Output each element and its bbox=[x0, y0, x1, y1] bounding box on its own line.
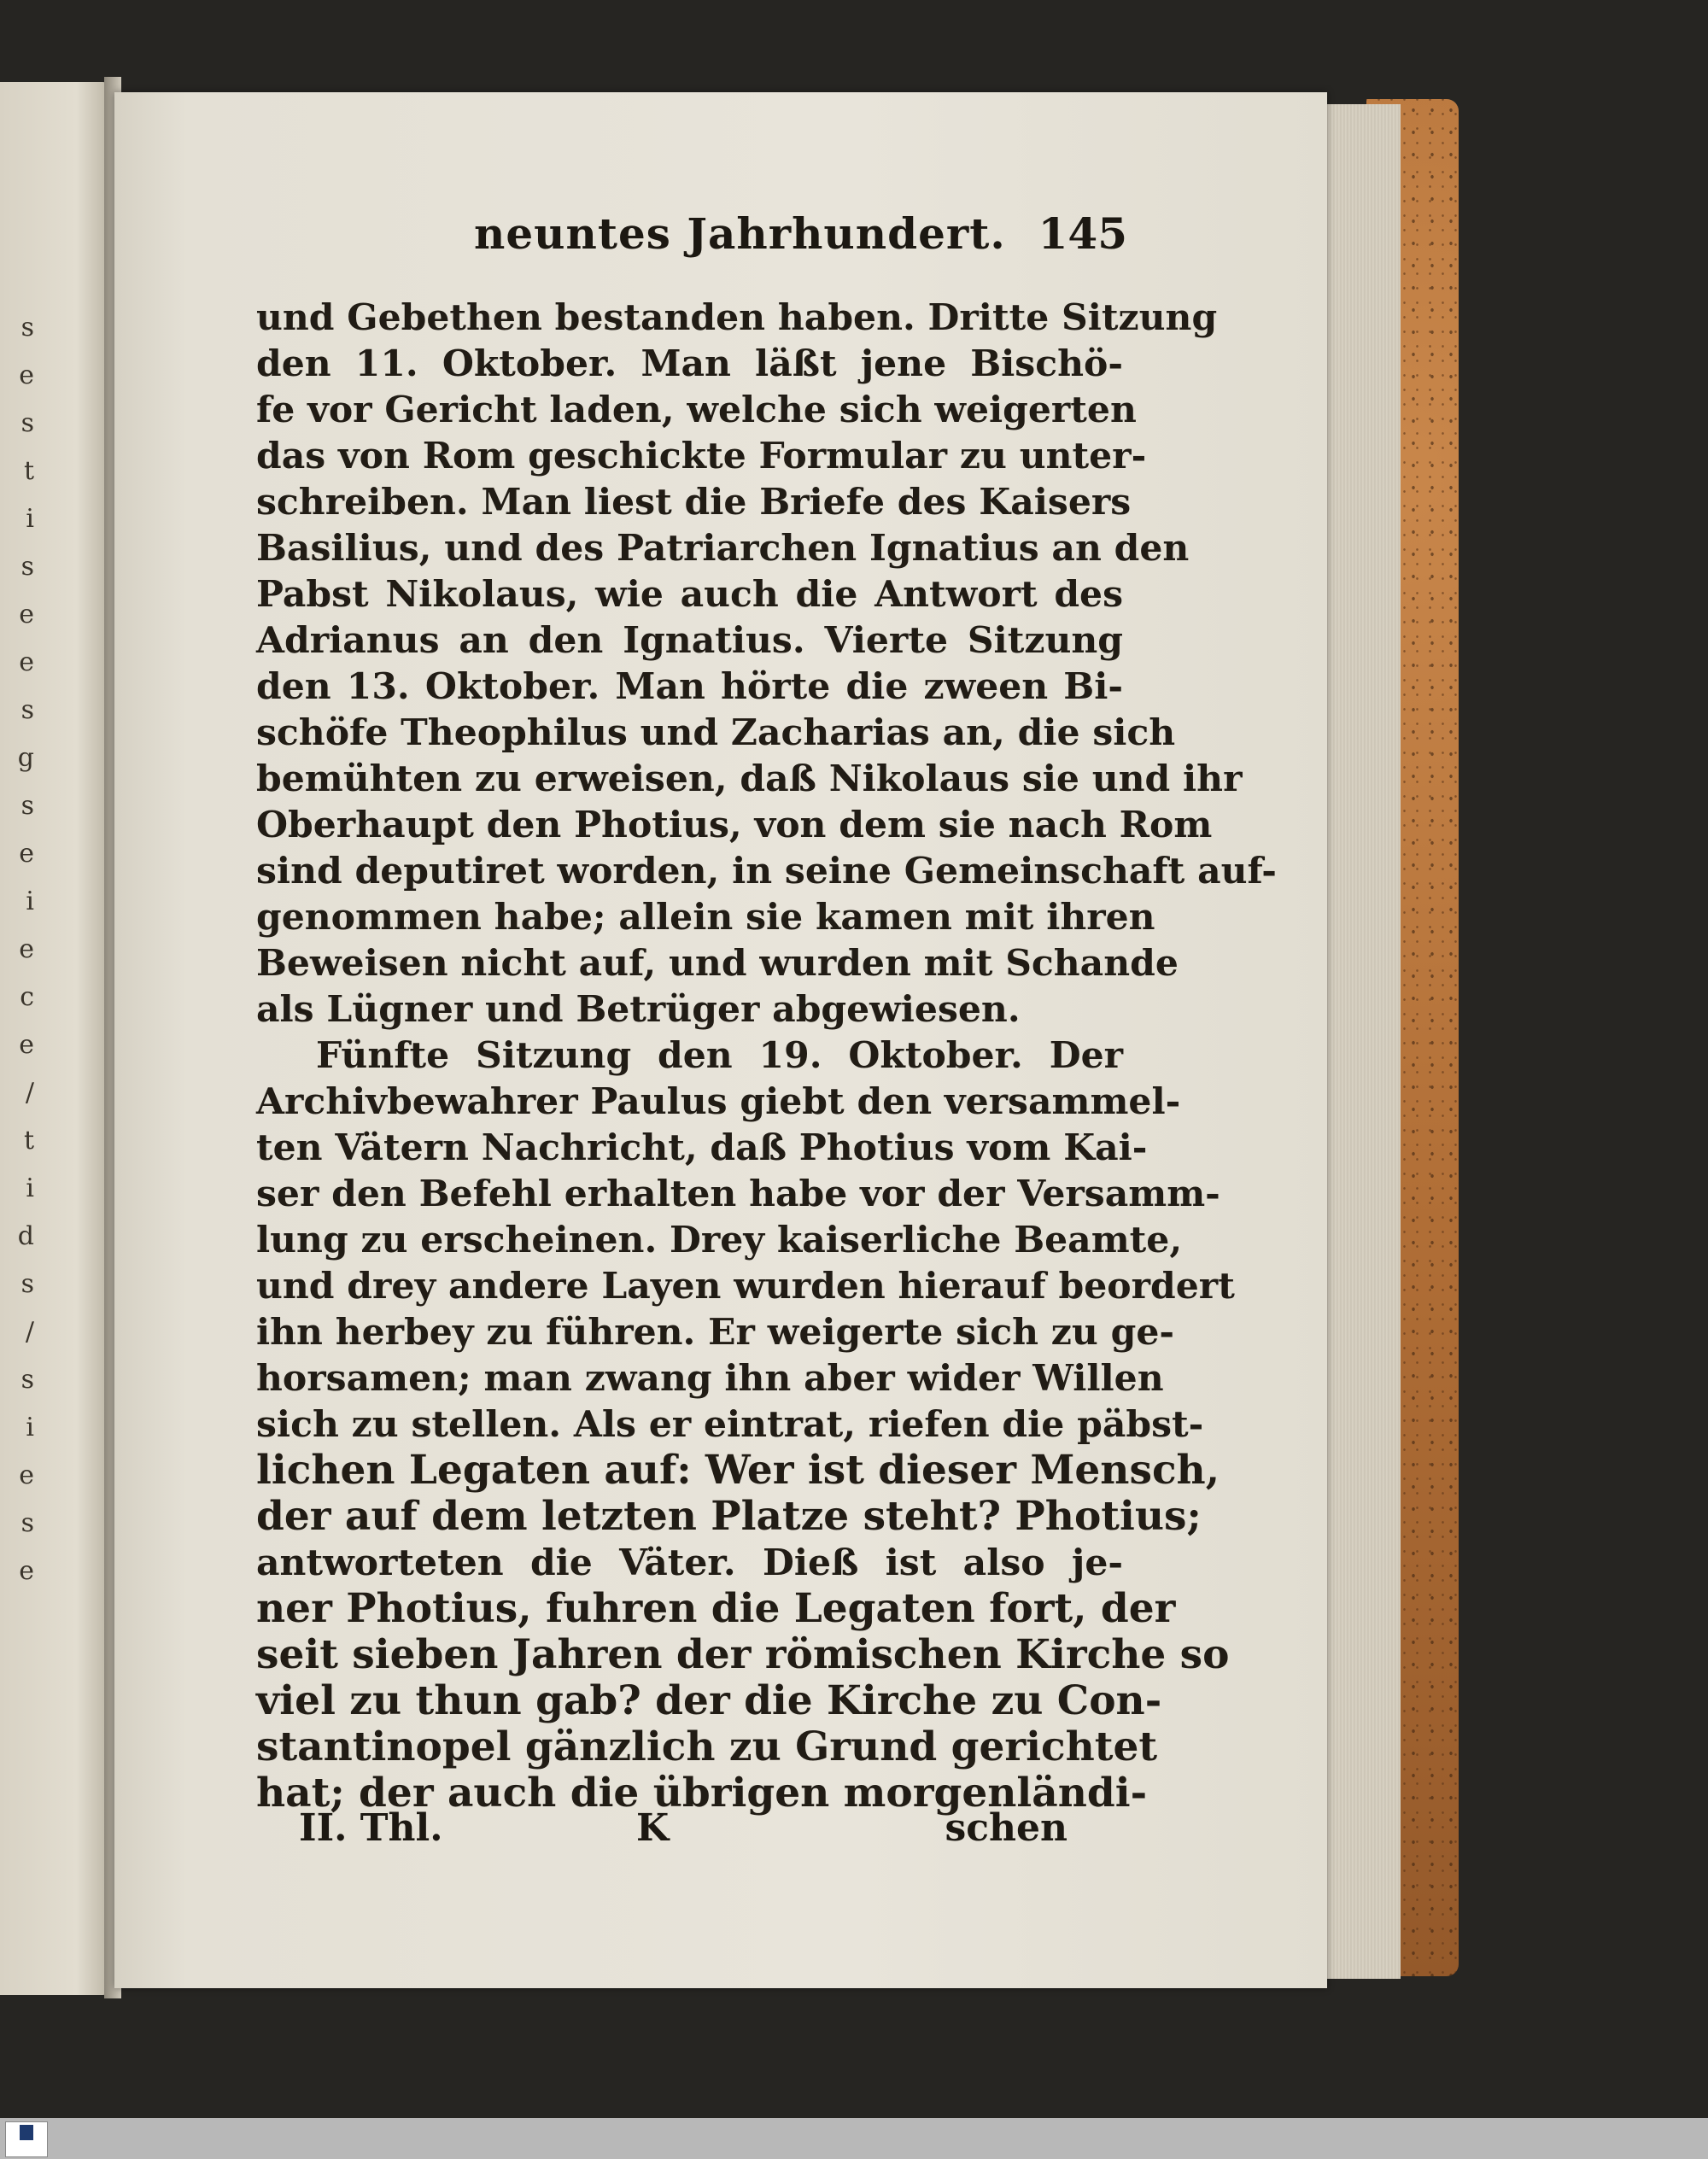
text-line: hat; der auch die übrigen morgenländi- bbox=[256, 1770, 1148, 1817]
running-title: neuntes Jahrhundert. bbox=[474, 208, 1006, 259]
text-line: genommen habe; allein sie kamen mit ihren bbox=[256, 896, 1155, 939]
body-text bbox=[256, 295, 1277, 1817]
text-line: ner Photius, fuhren die Legaten fort, der bbox=[256, 1585, 1176, 1632]
text-line: antworteten die Väter. Dieß ist also je- bbox=[256, 1542, 1123, 1584]
left-edge-letter: e bbox=[19, 1460, 34, 1490]
left-edge-letter: e bbox=[19, 600, 34, 629]
left-edge-letter: i bbox=[26, 1413, 34, 1442]
text-line: als Lügner und Betrüger abgewiesen. bbox=[256, 988, 1021, 1031]
page-footer bbox=[256, 1806, 1068, 1858]
viewer-bottom-bar bbox=[0, 2118, 1708, 2159]
text-line: sich zu stellen. Als er eintrat, riefen die päbst- bbox=[256, 1403, 1204, 1446]
left-edge-letter: s bbox=[20, 313, 34, 342]
left-edge-letter: s bbox=[20, 408, 34, 438]
text-line: ser den Befehl erhalten habe vor der Versamm- bbox=[256, 1173, 1220, 1215]
left-edge-letter: e bbox=[19, 360, 34, 390]
left-edge-letter: / bbox=[25, 1078, 34, 1108]
text-line: lung zu erscheinen. Drey kaiserliche Beamte, bbox=[256, 1219, 1183, 1261]
page-block-edge bbox=[1315, 104, 1401, 1979]
text-line: schöfe Theophilus und Zacharias an, die sich bbox=[256, 711, 1176, 754]
text-line: ihn herbey zu führen. Er weigerte sich zu ge- bbox=[256, 1311, 1174, 1354]
library-logo-icon bbox=[20, 2125, 33, 2140]
left-edge-letter: s bbox=[20, 695, 34, 725]
text-line: Archivbewahrer Paulus giebt den versammel- bbox=[256, 1080, 1181, 1123]
text-line: der auf dem letzten Platze steht? Photius; bbox=[256, 1493, 1202, 1540]
left-edge-letter: e bbox=[19, 934, 34, 964]
text-line: schreiben. Man liest die Briefe des Kaisers bbox=[256, 481, 1132, 524]
text-line: Adrianus an den Ignatius. Vierte Sitzung bbox=[256, 619, 1123, 662]
left-edge-letter: s bbox=[20, 791, 34, 821]
left-edge-letter: s bbox=[20, 552, 34, 582]
text-line: und drey andere Layen wurden hierauf beordert bbox=[256, 1265, 1235, 1308]
text-line: bemühten zu erweisen, daß Nikolaus sie und ihr bbox=[256, 758, 1243, 800]
sheet-mark: K bbox=[636, 1806, 670, 1850]
text-line: Basilius, und des Patriarchen Ignatius an den bbox=[256, 527, 1190, 570]
left-edge-letter: s bbox=[20, 1508, 34, 1538]
left-edge-letter: e bbox=[19, 1030, 34, 1060]
page-number: 145 bbox=[1038, 208, 1127, 259]
left-edge-letter: / bbox=[25, 1317, 34, 1347]
library-logo bbox=[5, 2121, 48, 2157]
text-line: das von Rom geschickte Formular zu unter- bbox=[256, 435, 1147, 477]
left-edge-letter: c bbox=[20, 982, 34, 1012]
text-line: den 11. Oktober. Man läßt jene Bischö- bbox=[256, 342, 1123, 385]
text-line: Pabst Nikolaus, wie auch die Antwort des bbox=[256, 573, 1123, 616]
left-edge-letter: t bbox=[23, 1126, 34, 1156]
page-header bbox=[256, 208, 1127, 268]
left-edge-letter: i bbox=[26, 504, 34, 534]
volume-signature: II. Thl. bbox=[299, 1806, 443, 1850]
left-edge-letter: i bbox=[26, 1173, 34, 1203]
text-line: sind deputiret worden, in seine Gemeinschaft auf- bbox=[256, 850, 1277, 892]
text-line: Oberhaupt den Photius, von dem sie nach Rom bbox=[256, 804, 1213, 846]
left-edge-letter: e bbox=[19, 1556, 34, 1586]
text-line: den 13. Oktober. Man hörte die zween Bi- bbox=[256, 665, 1123, 708]
text-line: und Gebethen bestanden haben. Dritte Sitzung bbox=[256, 296, 1218, 339]
left-edge-letter: t bbox=[23, 456, 34, 486]
left-edge-letter: e bbox=[19, 647, 34, 677]
left-edge-letter: s bbox=[20, 1365, 34, 1395]
text-line: Beweisen nicht auf, und wurden mit Schande bbox=[256, 942, 1179, 985]
text-line: Fünfte Sitzung den 19. Oktober. Der bbox=[316, 1034, 1123, 1077]
text-line: horsamen; man zwang ihn aber wider Willen bbox=[256, 1357, 1164, 1400]
text-line: stantinopel gänzlich zu Grund gerichtet bbox=[256, 1723, 1158, 1770]
text-line: lichen Legaten auf: Wer ist dieser Mensch, bbox=[256, 1447, 1220, 1494]
left-edge-letter: g bbox=[17, 743, 34, 773]
text-line: fe vor Gericht laden, welche sich weigerten bbox=[256, 389, 1137, 431]
text-line: seit sieben Jahren der römischen Kirche so bbox=[256, 1631, 1230, 1678]
left-edge-letter: s bbox=[20, 1269, 34, 1299]
text-line: ten Vätern Nachricht, daß Photius vom Kai- bbox=[256, 1126, 1148, 1169]
catchword: schen bbox=[945, 1806, 1068, 1850]
left-page-letters bbox=[0, 82, 34, 1995]
left-edge-letter: i bbox=[26, 886, 34, 916]
left-edge-letter: d bbox=[17, 1221, 34, 1251]
text-line: viel zu thun gab? der die Kirche zu Con- bbox=[256, 1677, 1162, 1724]
left-edge-letter: e bbox=[19, 839, 34, 869]
